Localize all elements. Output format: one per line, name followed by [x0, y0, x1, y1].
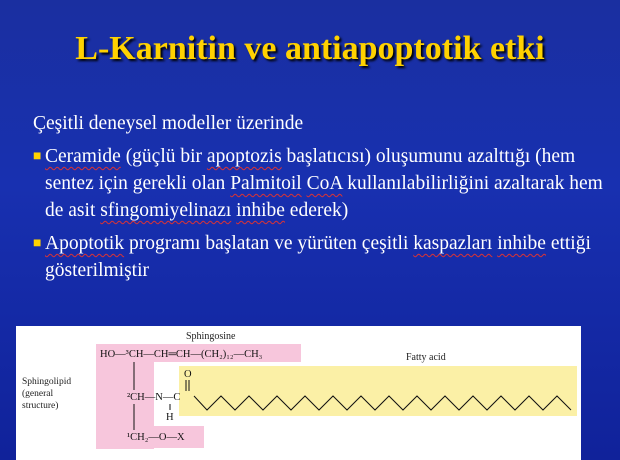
sphingosine-label: Sphingosine	[186, 331, 236, 342]
word-sfingomiyelinazi: sfingomiyelinazı	[100, 200, 232, 221]
square-bullet-icon: ■	[33, 236, 42, 251]
word-ceramide: Ceramide	[45, 146, 121, 167]
word-kaspazlari: kaspazları	[413, 233, 493, 254]
text-seg: kullanılabilirliğini azaltarak hem de asit	[45, 173, 603, 221]
word-palmitoil: Palmitoil	[230, 173, 302, 194]
word-inhibe: inhibe	[236, 200, 285, 221]
c1-headgroup: ¹CH₂—O—X	[127, 432, 185, 443]
text-seg: (güçlü bir	[120, 146, 207, 167]
bullet-2-text	[45, 230, 603, 284]
side-label-3: structure)	[22, 401, 59, 411]
text-seg: ederek)	[284, 200, 349, 221]
square-bullet-icon: ■	[33, 149, 42, 164]
word-inhibe: inhibe	[497, 233, 546, 254]
title-text: L-Karnitin ve antiapoptotik etki	[75, 30, 545, 67]
text-seg: ettiği gösterilmiştir	[45, 233, 591, 281]
text-seg: başlatıcısı) oluşumunu azalttığı (hem sentez için gerekli olan	[45, 146, 576, 194]
slide-body	[33, 110, 603, 284]
word-apoptozis: apoptozis	[206, 146, 282, 167]
intro-line: Çeşitli deneysel modeller üzerinde	[33, 113, 304, 134]
fatty-acid-bg	[179, 366, 577, 416]
sphingosine-chain: HO—³CH—CH═CH—(CH₂)₁₂—CH₃	[100, 349, 263, 360]
bullet-2	[33, 230, 603, 284]
amide-h: H	[166, 412, 174, 423]
sphingolipid-figure	[16, 326, 581, 460]
side-label-2: (general	[22, 389, 54, 399]
word-apoptotik: Apoptotik	[45, 233, 125, 254]
c2-amide: ²CH—N—C	[127, 392, 181, 403]
structure-diagram	[16, 326, 581, 460]
text-seg: programı başlatan ve yürüten çeşitli	[124, 233, 414, 254]
side-label-1: Sphingolipid	[22, 377, 72, 387]
word-coa: CoA	[306, 173, 343, 194]
bullet-1	[33, 143, 603, 224]
bullet-1-text	[45, 143, 603, 224]
slide-title	[0, 30, 620, 68]
fatty-acid-label: Fatty acid	[406, 352, 446, 363]
carbonyl-o: O	[184, 369, 192, 380]
